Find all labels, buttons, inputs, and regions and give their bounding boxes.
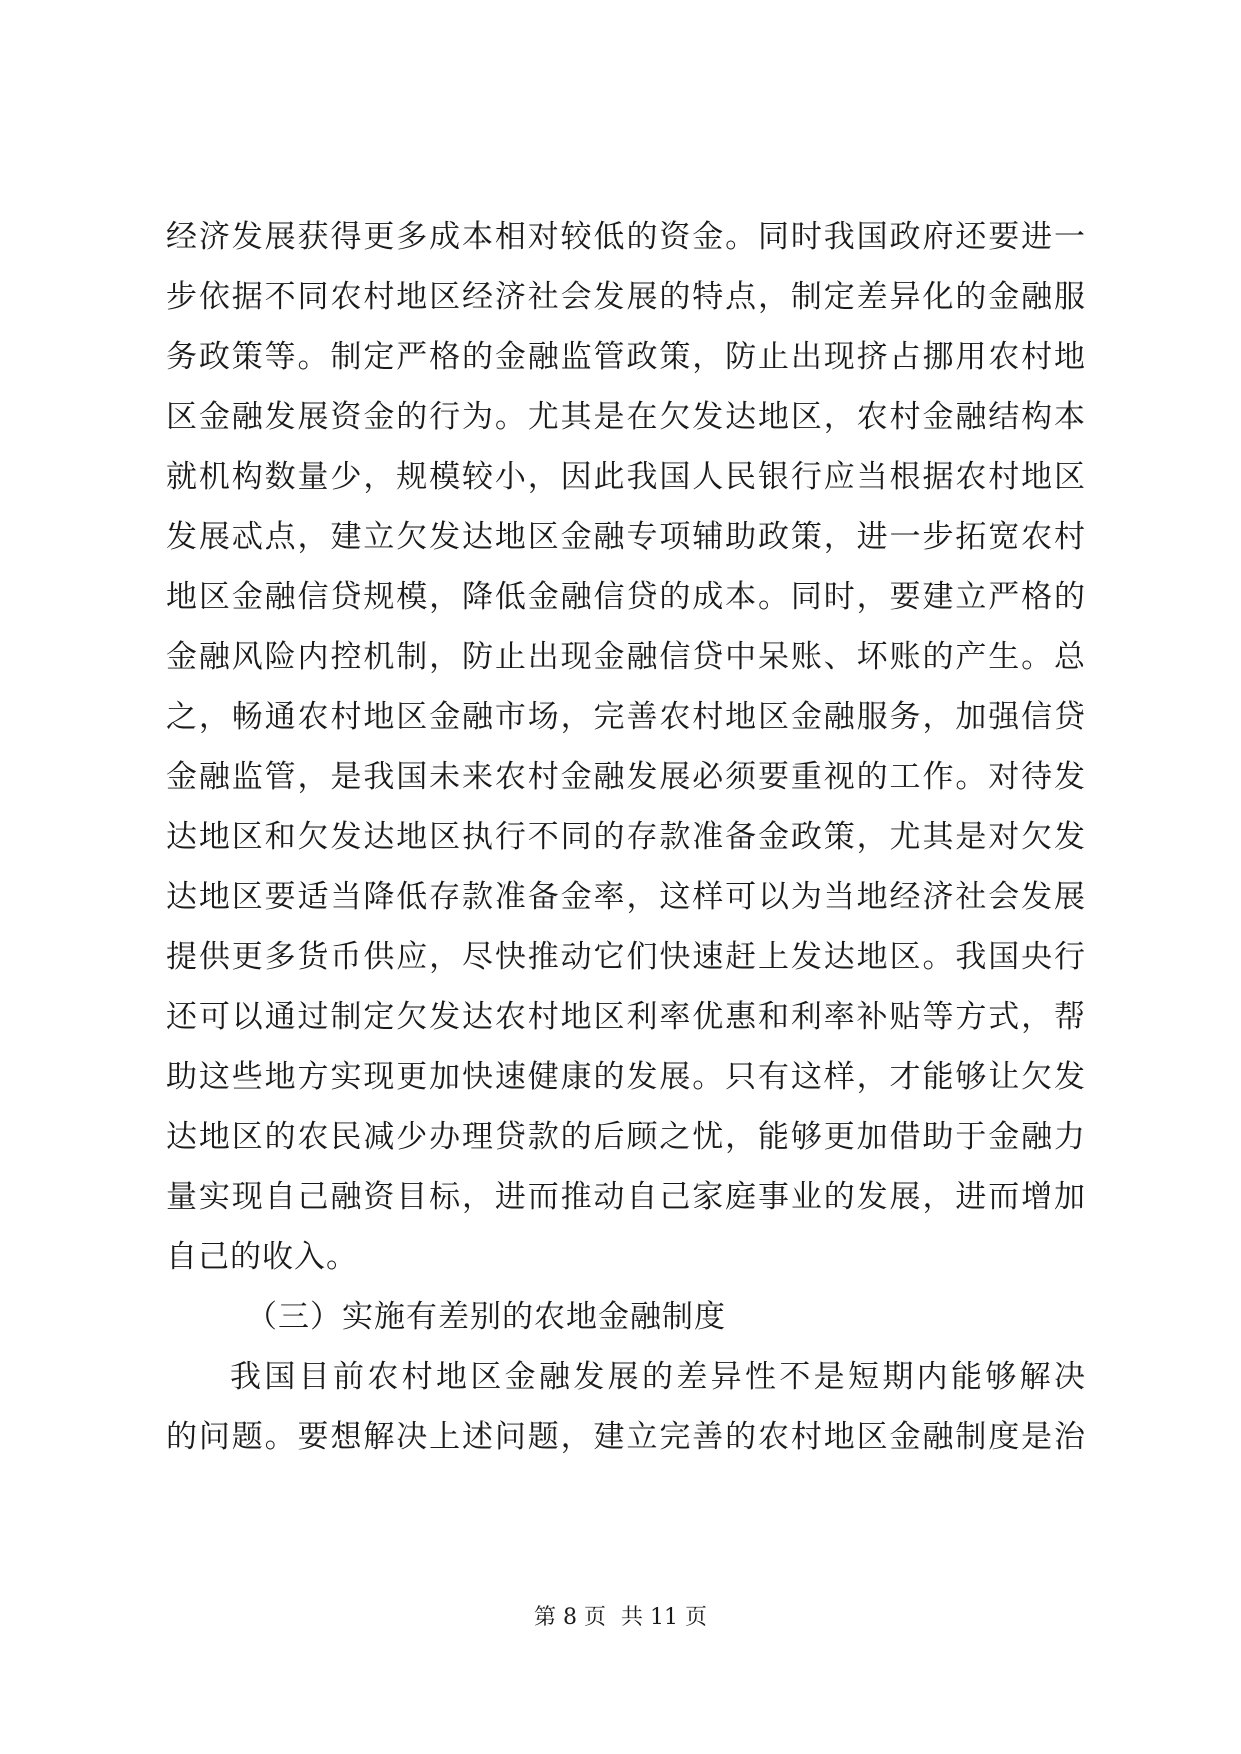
paragraph bbox=[166, 1347, 1086, 1467]
text-line: 发展忒点，建立欠发达地区金融专项辅助政策，进一步拓宽农村 bbox=[166, 519, 1086, 555]
text-line: 提供更多货币供应，尽快推动它们快速赶上发达地区。我国央行 bbox=[166, 939, 1086, 975]
text-line: 就机构数量少，规模较小，因此我国人民银行应当根据农村地区 bbox=[166, 459, 1086, 495]
text-line: 步依据不同农村地区经济社会发展的特点，制定差异化的金融服 bbox=[166, 279, 1086, 315]
text-line: 达地区要适当降低存款准备金率，这样可以为当地经济社会发展 bbox=[166, 879, 1086, 915]
text-line: 地区金融信贷规模，降低金融信贷的成本。同时，要建立严格的 bbox=[166, 579, 1086, 615]
text-line: 自己的收入。 bbox=[166, 1239, 358, 1275]
text-line: 达地区和欠发达地区执行不同的存款准备金政策，尤其是对欠发 bbox=[166, 819, 1086, 855]
text-line: 量实现自己融资目标，进而推动自己家庭事业的发展，进而增加 bbox=[166, 1179, 1086, 1215]
page-footer bbox=[0, 1603, 1241, 1633]
page-number: 第 8 页 bbox=[534, 1605, 606, 1630]
text-line: 区金融发展资金的行为。尤其是在欠发达地区，农村金融结构本 bbox=[166, 399, 1086, 435]
text-line: 达地区的农民减少办理贷款的后顾之忧，能够更加借助于金融力 bbox=[166, 1119, 1086, 1155]
paragraph bbox=[166, 207, 1086, 1287]
text-line: 还可以通过制定欠发达农村地区利率优惠和利率补贴等方式，帮 bbox=[166, 999, 1086, 1035]
text-line: 的问题。要想解决上述问题，建立完善的农村地区金融制度是治 bbox=[166, 1419, 1086, 1455]
text-line: 务政策等。制定严格的金融监管政策，防止出现挤占挪用农村地 bbox=[166, 339, 1086, 375]
text-line: 金融风险内控机制，防止出现金融信贷中呆账、坏账的产生。总 bbox=[166, 639, 1086, 675]
text-line: 助这些地方实现更加快速健康的发展。只有这样，才能够让欠发 bbox=[166, 1059, 1086, 1095]
section-heading: （三）实施有差别的农地金融制度 bbox=[246, 1299, 726, 1335]
body-text bbox=[166, 207, 1086, 1467]
text-line: 之，畅通农村地区金融市场，完善农村地区金融服务，加强信贷 bbox=[166, 699, 1086, 735]
text-line: 金融监管，是我国未来农村金融发展必须要重视的工作。对待发 bbox=[166, 759, 1086, 795]
page-total: 共 11 页 bbox=[621, 1605, 707, 1630]
text-line: 我国目前农村地区金融发展的差异性不是短期内能够解决 bbox=[230, 1359, 1086, 1395]
text-line: 经济发展获得更多成本相对较低的资金。同时我国政府还要进一 bbox=[166, 219, 1086, 255]
